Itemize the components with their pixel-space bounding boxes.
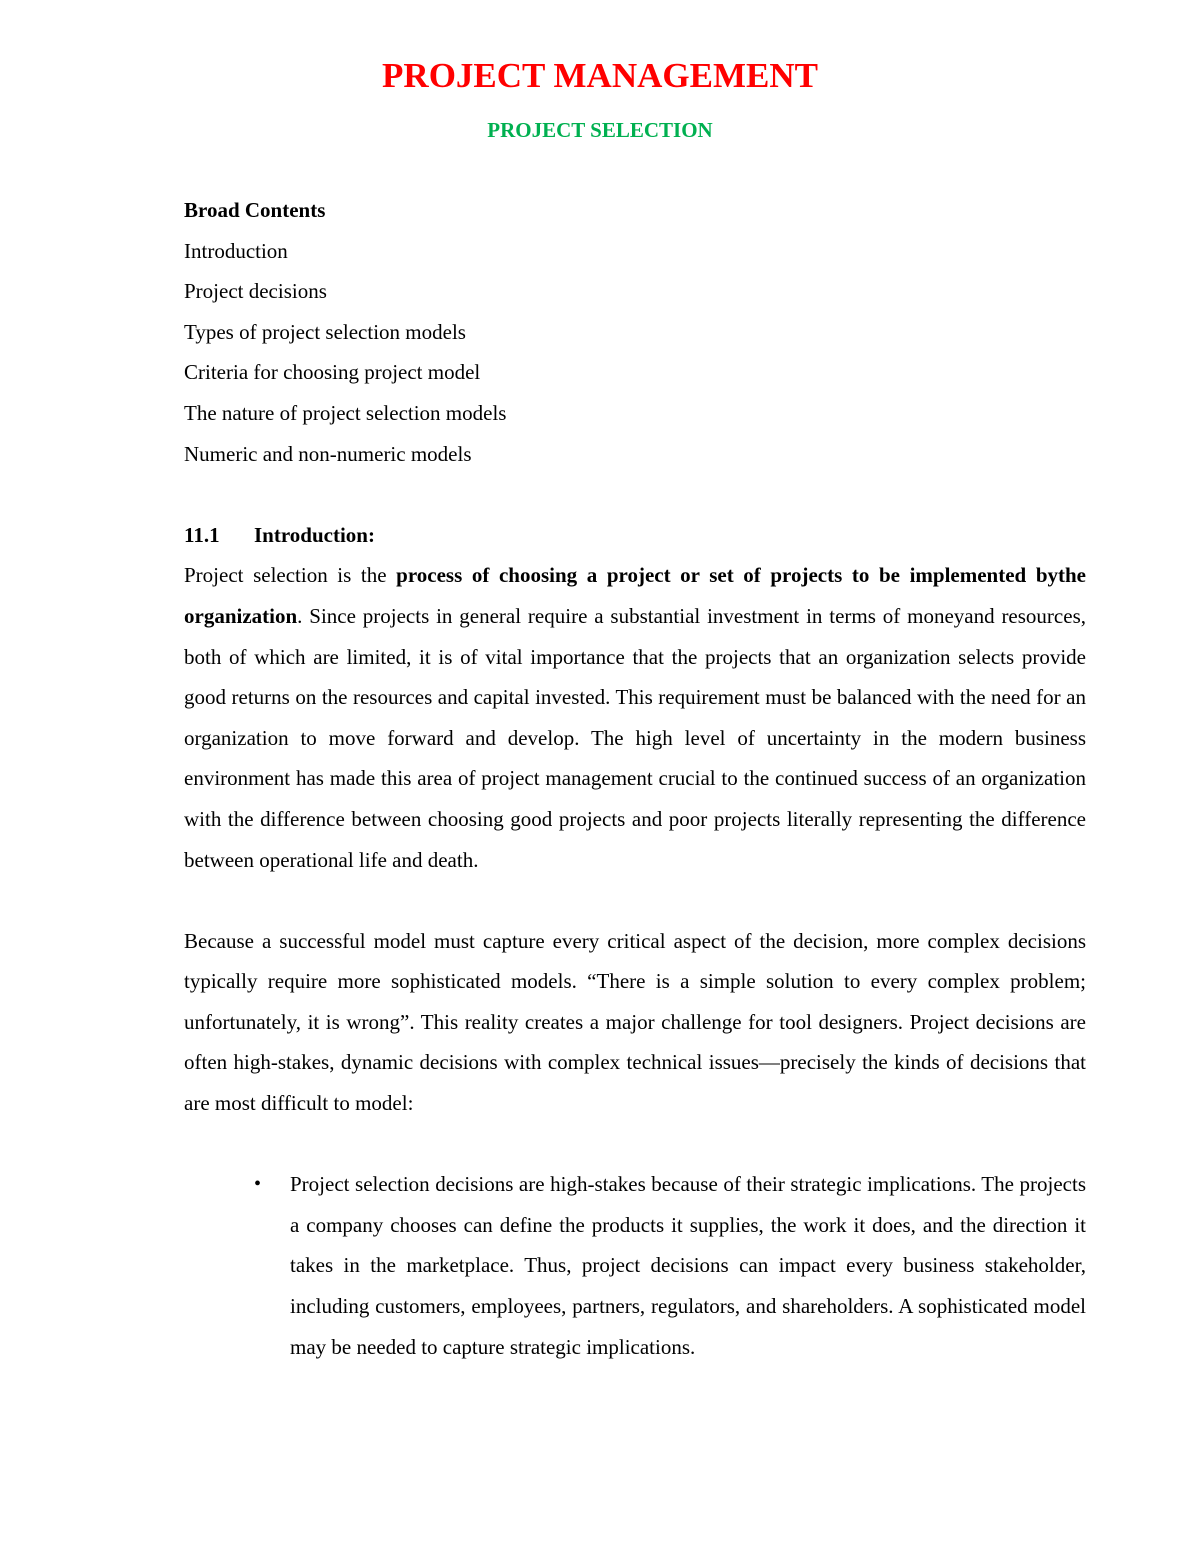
- model-complexity-paragraph: Because a successful model must capture every critical aspect of the decision, more complex decisions typically require more sophisticated models. “There is a simple solution to every complex problem; unfortunately, it is wrong”. This reality creates a major challenge for tool designers. Project decisions are often high-stakes, dynamic decisions with complex technical issues—precisely the kinds of decisions that are most difficult to model:: [184, 928, 1086, 1116]
- bullet-text: Project selection decisions are high-stakes because of their strategic implications. The projects a company chooses can define the products it supplies, the work it does, and the direction it takes in the marketplace. Thus, project decisions can impact every business stakeholder, including customers, employees, partners, regulators, and shareholders. A sophisticated model may be needed to capture strategic implications.: [290, 1172, 1086, 1359]
- intro-paragraph: [184, 555, 1086, 880]
- document-subtitle: PROJECT SELECTION: [487, 118, 713, 142]
- contents-item: The nature of project selection models: [184, 400, 507, 425]
- contents-item: Project decisions: [184, 279, 327, 304]
- contents-item: Introduction: [184, 238, 288, 263]
- contents-list: [184, 231, 1086, 475]
- bullet-icon: •: [254, 1173, 262, 1196]
- bullet-list: [184, 1164, 1086, 1367]
- bullet-item: [254, 1164, 1086, 1367]
- document-title: PROJECT MANAGEMENT: [382, 56, 818, 95]
- section-title: Introduction:: [254, 522, 375, 547]
- section-heading: [184, 515, 1086, 556]
- intro-rest: . Since projects in general require a substantial investment in terms of moneyand resources, both of which are limited, it is of vital importance that the projects that an organization selects provide good returns on the resources and capital invested. This requirement must be balanced with the need for an organization to move forward and develop. The high level of uncertainty in the modern business environment has made this area of project management crucial to the continued success of an organization with the difference between choosing good projects and poor projects literally representing the difference between operational life and death.: [184, 603, 1086, 872]
- document-body: [184, 190, 1086, 1367]
- intro-lead: Project selection is the: [184, 563, 397, 588]
- contents-item: Numeric and non-numeric models: [184, 441, 472, 466]
- intro-definition: process of choosing a project or set of projects to be implemented bythe organization: [184, 563, 1086, 628]
- contents-item: Types of project selection models: [184, 319, 466, 344]
- contents-item: Criteria for choosing project model: [184, 360, 481, 385]
- section-number: 11.1: [184, 522, 220, 547]
- contents-heading: Broad Contents: [184, 198, 326, 222]
